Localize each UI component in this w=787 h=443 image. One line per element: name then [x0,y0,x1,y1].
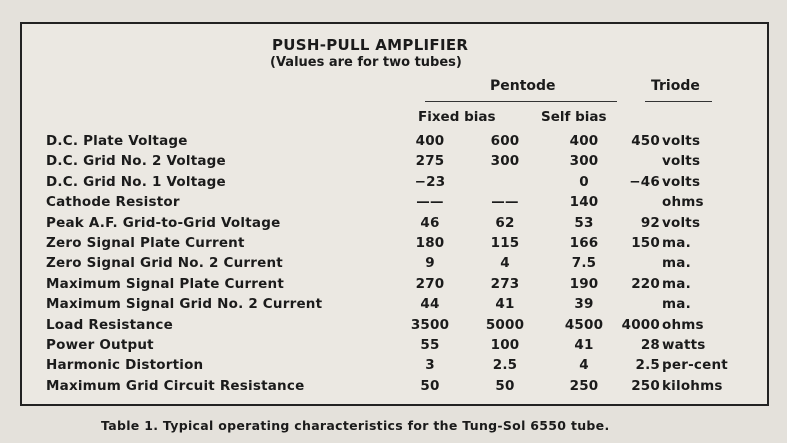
table-row [0,215,787,235]
row-label: Load Resistance [46,316,173,333]
cell-unit: ma. [662,296,691,313]
cell-fixed1: 180 [415,235,445,251]
table-row [0,317,787,337]
fixed-bias-header: Fixed bias [418,109,496,125]
cell-unit: volts [662,133,701,149]
cell-fixed2: 4 [500,255,510,272]
cell-fixed1: —— [416,194,444,211]
table-row [0,174,787,194]
cell-fixed1: 9 [425,255,435,272]
triode-header: Triode [651,78,700,94]
cell-fixed2: 115 [490,235,520,251]
cell-unit: ma. [662,235,691,251]
cell-fixed2: 5000 [485,316,525,333]
cell-triode: 28 [640,337,660,353]
cell-triode: 220 [631,275,660,292]
table-caption: Table 1. Typical operating characteristics for the Tung-Sol 6550 tube. [101,418,610,433]
pentode-header: Pentode [490,78,556,94]
cell-unit: ma. [662,275,691,292]
cell-triode: 150 [631,235,660,251]
cell-fixed1: −23 [414,173,446,190]
cell-unit: volts [662,214,701,231]
cell-self: 39 [574,296,594,313]
cell-unit: ohms [662,316,704,333]
cell-self: 400 [569,133,599,149]
table-row [0,337,787,357]
cell-self: 300 [569,153,599,170]
row-label: Maximum Grid Circuit Resistance [46,377,305,394]
pentode-divider [425,101,617,102]
cell-fixed1: 3 [425,357,435,374]
cell-unit: volts [662,153,701,170]
table-row [0,153,787,173]
cell-self: 4500 [564,316,604,333]
cell-fixed1: 270 [415,275,445,292]
triode-divider [645,101,712,102]
cell-self: 4 [579,357,589,374]
cell-fixed2: 600 [490,133,520,149]
cell-fixed2: 273 [490,275,520,292]
cell-fixed1: 55 [420,337,440,353]
cell-self: 166 [569,235,599,251]
cell-triode: 250 [631,377,660,394]
cell-fixed1: 275 [415,153,445,170]
cell-fixed2: 50 [495,377,515,394]
row-label: Peak A.F. Grid-to-Grid Voltage [46,214,281,231]
cell-fixed1: 400 [415,133,445,149]
cell-fixed1: 50 [420,377,440,394]
cell-self: 0 [579,173,589,190]
row-label: D.C. Grid No. 1 Voltage [46,173,226,190]
table-row [0,378,787,398]
cell-triode: 2.5 [635,357,660,374]
cell-triode: 4000 [621,316,660,333]
cell-triode: 92 [640,214,660,231]
cell-self: 7.5 [571,255,597,272]
cell-fixed2: 100 [490,337,520,353]
table-row [0,235,787,255]
cell-self: 190 [569,275,599,292]
cell-fixed1: 44 [420,296,440,313]
cell-unit: per-cent [662,357,728,374]
cell-fixed2: 41 [495,296,515,313]
row-label: Maximum Signal Plate Current [46,275,284,292]
cell-fixed2: —— [491,194,519,211]
self-bias-header: Self bias [541,109,607,125]
table-title: PUSH-PULL AMPLIFIER [272,36,469,54]
cell-self: 53 [574,214,594,231]
table-row [0,296,787,316]
cell-self: 250 [569,377,599,394]
cell-triode: −46 [629,173,660,190]
table-row [0,255,787,275]
row-label: Power Output [46,337,154,353]
row-label: Zero Signal Plate Current [46,235,245,251]
cell-fixed2: 2.5 [492,357,518,374]
table-subtitle: (Values are for two tubes) [270,55,462,70]
table-row [0,276,787,296]
cell-unit: ma. [662,255,691,272]
row-label: Maximum Signal Grid No. 2 Current [46,296,323,313]
row-label: Harmonic Distortion [46,357,204,374]
table-row [0,357,787,377]
row-label: D.C. Grid No. 2 Voltage [46,153,226,170]
cell-unit: kilohms [662,377,723,394]
cell-self: 140 [569,194,599,211]
row-label: Zero Signal Grid No. 2 Current [46,255,283,272]
row-label: D.C. Plate Voltage [46,133,188,149]
cell-fixed2: 62 [495,214,515,231]
cell-unit: watts [662,337,706,353]
row-label: Cathode Resistor [46,194,180,211]
cell-unit: volts [662,173,701,190]
cell-fixed2: 300 [490,153,520,170]
cell-unit: ohms [662,194,704,211]
cell-fixed1: 46 [420,214,440,231]
cell-self: 41 [574,337,594,353]
cell-triode: 450 [631,133,660,149]
cell-fixed1: 3500 [410,316,450,333]
table-row [0,133,787,153]
table-row [0,194,787,214]
